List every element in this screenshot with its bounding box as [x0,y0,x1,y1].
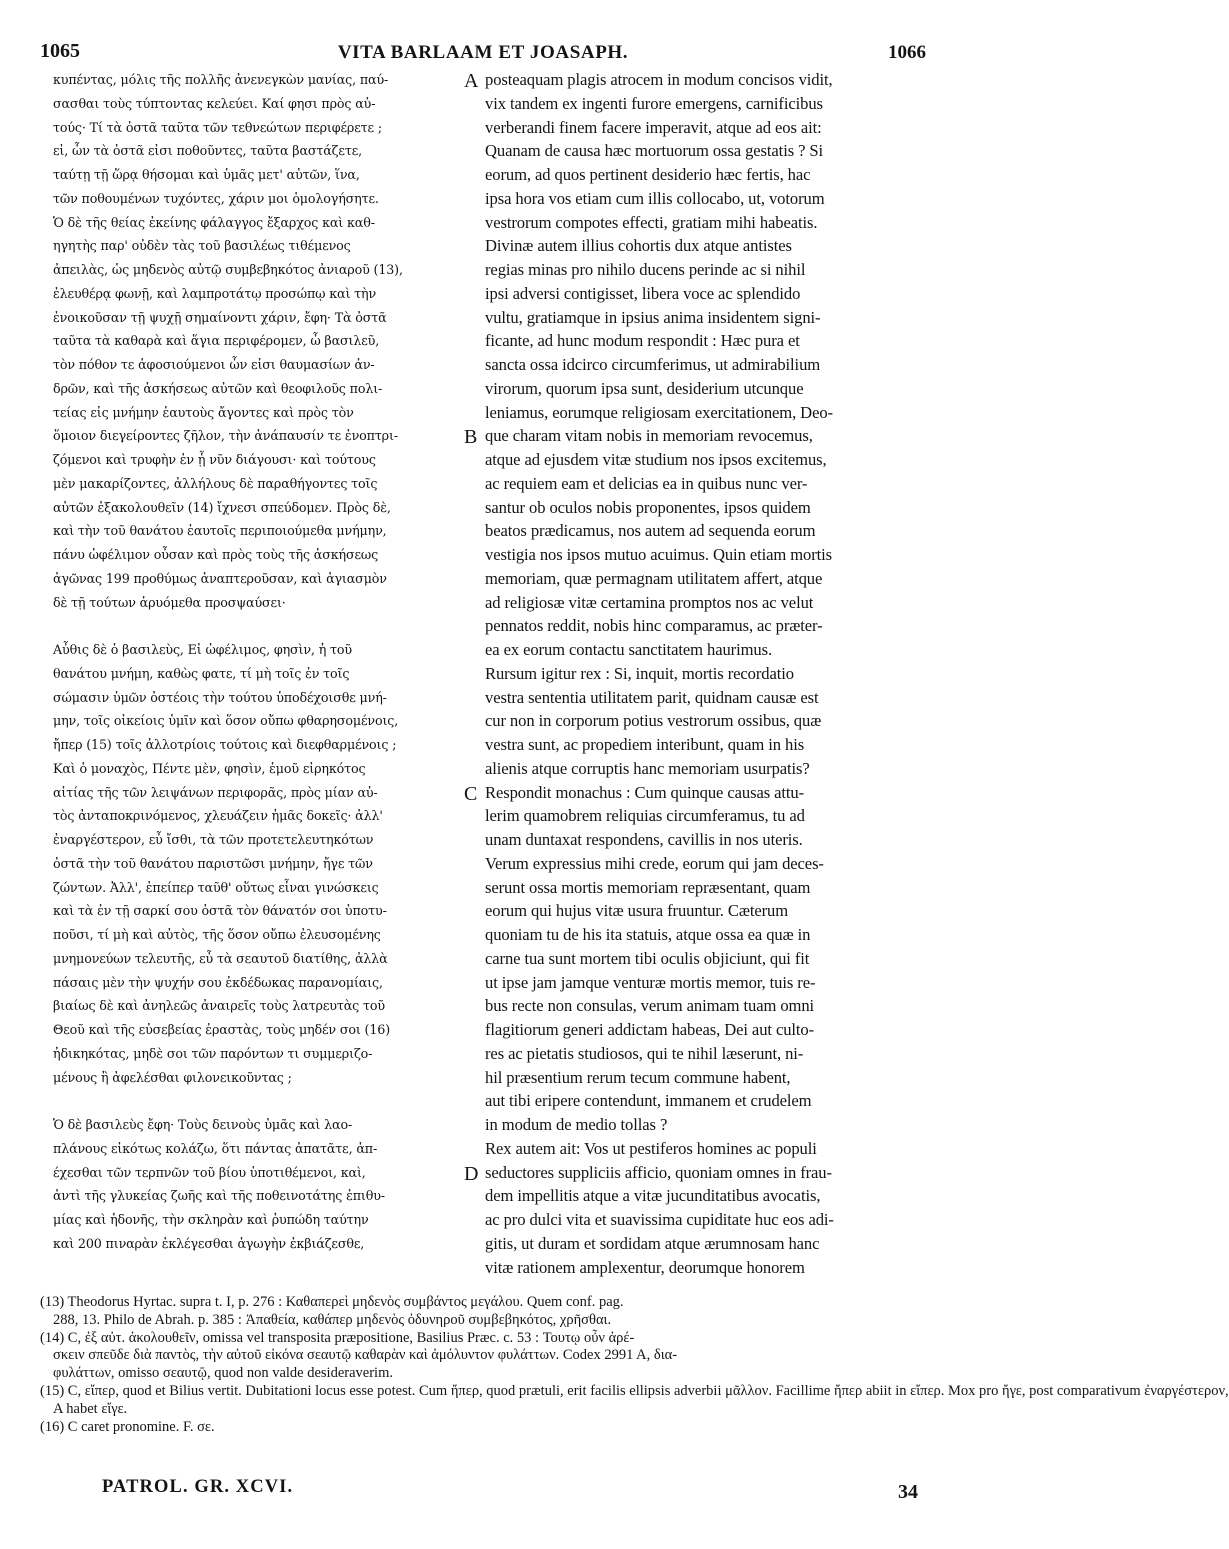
section-marker-c: C [464,783,478,805]
greek-line: Καὶ ὁ μοναχὸς, Πέντε μὲν, φησὶν, ἐμοῦ εἰρηκότος [53,760,366,776]
greek-line: σασθαι τοὺς τύπτοντας κελεύει. Καί φησι πρὸς αὐ- [53,95,376,111]
section-marker-d: D [464,1163,479,1185]
greek-line: μὲν μακαρίζοντες, ἀλλήλους δὲ παραθήγοντες τοῖς [53,475,378,491]
greek-line: ὀστᾶ τὴν τοῦ θανάτου παριστῶσι μνήμην, ἤγε τῶν [53,855,373,871]
latin-line: sancta ossa idcirco circumferimus, ut admirabilium [485,355,821,374]
latin-line: vultu, gratiamque in ipsius anima insidentem signi- [485,307,821,327]
greek-line: ζόμενοι καὶ τρυφὴν ἐν ᾗ νῦν διάγουσι· καὶ τούτους [53,452,376,467]
latin-line: Verum expressius mihi crede, eorum qui jam deces- [485,853,824,873]
latin-line: seductores suppliciis afficio, quoniam omnes in frau- [485,1162,832,1182]
page-number-right: 1066 [888,42,926,63]
latin-line: vix tandem ex ingenti furore emergens, carnificibus [485,93,823,113]
latin-line: ut ipse jam jamque venturæ mortis memor, tuis re- [485,972,816,992]
latin-line: hil præsentium rerum tecum commune habent, [485,1067,791,1087]
greek-line: ποῦσι, τί μὴ καὶ αὐτὸς, τῆς ὅσον οὔπω ἐλευσομένης [53,927,381,942]
latin-line: alienis atque corruptis hanc memoriam usurpatis? [485,758,810,778]
latin-line: posteaquam plagis atrocem in modum concisos vidit, [485,70,833,89]
running-title: VITA BARLAAM ET JOASAPH. [337,42,629,63]
greek-line: μνημονεύων τελευτῆς, εὖ τὰ σεαυτοῦ διατίθης, ἀλλὰ [53,950,388,966]
latin-line: regias minas pro nihilo ducens perinde ac si nihil [485,260,806,279]
latin-line: Divinæ autem illius cohortis dux atque antistes [485,236,792,256]
latin-line: eorum, ad quos pertinent desiderio hæc fertis, hac [485,165,811,184]
latin-column [485,68,921,1279]
greek-line: εἰ, ὧν τὰ ὀστᾶ εἰσι ποθοῦντες, ταῦτα βαστάζετε, [53,143,362,159]
latin-line: dem impellitis atque a vitæ jucunditatibus avocatis, [485,1186,821,1206]
greek-line: πάνυ ὠφέλιμον οὖσαν καὶ πρὸς τοὺς τῆς ἀσκήσεως [53,547,379,562]
greek-column [53,68,453,1256]
latin-line: vestrorum compotes effecti, gratiam mihi habeatis. [485,212,818,232]
latin-line: bus recte non consulas, verum animam tuam omni [485,996,815,1016]
greek-line [53,614,453,638]
latin-line: santur ob oculos nobis proponentes, ipsos quidem [485,497,811,517]
latin-line: pennatos reddit, nobis hinc comparamus, ac præter- [485,616,823,636]
footnote-line: σκειν σπεῦδε διὰ παντὸς, τὴν αὐτοῦ εἰκόνα σεαυτῷ καθαρὰν καὶ ἀμόλυντον φυλάττων. Codex 2991 A, δια- [53,1347,678,1364]
greek-line: ηγητὴς παρ' οὐδὲν τὰς τοῦ βασιλέως τιθέμενος [53,238,351,254]
greek-line: κυπέντας, μόλις τῆς πολλῆς ἀνενεγκὼν μανίας, παύ- [53,72,389,87]
latin-line: ea ex eorum contactu sanctitatem haurimus. [485,640,773,659]
greek-line: ἐνοικοῦσαν τῇ ψυχῇ σημαίνοντι χάριν, ἔφη· Τὰ ὀστᾶ [53,309,387,325]
page-header [40,38,926,68]
greek-line: ταῦτα τὰ καθαρὰ καὶ ἅγια περιφέρομεν, ὦ βασιλεῦ, [53,333,380,349]
latin-line: gitis, ut duram et sordidam atque ærumnosam hanc [485,1233,820,1253]
latin-line: res ac pietatis studiosos, qui te nihil læserunt, ni- [485,1043,804,1063]
greek-line: μην, τοῖς οἰκείοις ὑμῖν καὶ ὅσον οὔπω φθαρησομένοις, [53,713,399,729]
section-marker-b: B [464,426,478,448]
page-footer [40,1475,930,1509]
latin-line: leniamus, eorumque religiosam exercitationem, Deo- [485,402,833,422]
greek-line: μίας καὶ ἡδονῆς, τὴν σκληρὰν καὶ ῥυπώδη ταύτην [53,1212,369,1227]
latin-line: ficante, ad hunc modum respondit : Hæc pura et [485,331,800,351]
greek-line: αὐτῶν ἐξακολουθεῖν (14) ἴχνεσι σπεύδομεν. Πρὸς δὲ, [53,499,391,515]
greek-line: ἠδικηκότας, μηδὲ σοι τῶν παρόντων τι συμμεριζο- [53,1045,373,1061]
volume-reference: PATROL. GR. XCVI. [102,1477,294,1497]
latin-line: virorum, quorum ipsa sunt, desiderium utcunque [485,378,804,398]
section-marker-a: A [464,70,479,92]
greek-line: ἀντὶ τῆς γλυκείας ζωῆς καὶ τῆς ποθεινοτάτης ἐπιθυ- [53,1188,385,1204]
latin-line: flagitiorum generi addictam habeas, Dei aut culto- [485,1020,815,1039]
greek-line: αἰτίας τῆς τῶν λειψάνων περιφορᾶς, πρὸς μίαν αὐ- [53,784,378,800]
latin-line: vitæ rationem amplexentur, deorumque honorem [485,1257,805,1277]
latin-line: memoriam, quæ permagnam utilitatem affert, atque [485,568,823,588]
signature-mark: 34 [898,1481,918,1503]
greek-line: ταύτῃ τῇ ὥρᾳ θήσομαι καὶ ὑμᾶς μετ' αὐτῶν, ἵνα, [53,167,360,182]
latin-line: ac requiem eam et delicias ea in quibus nunc ver- [485,473,808,493]
footnote-line: (14) C, ἐξ αὐτ. ἀκολουθεῖν, omissa vel transposita præpositione, Basilius Præc. c. 53 : Τουτῳ οὖν ἀρέ- [40,1329,635,1346]
greek-line: Ὁ δὲ βασιλεὺς ἔφη· Τοὺς δεινοὺς ὑμᾶς καὶ λαο- [53,1117,353,1132]
greek-line: πλάνους εἰκότως κολάζω, ὅτι πάντας ἀπατᾶτε, ἀπ- [53,1140,378,1156]
latin-line: beatos prædicamus, nos autem ad sequenda eorum [485,521,816,541]
greek-line: βιαίως δὲ καὶ ἀνηλεῶς ἀναιρεῖς τοὺς λατρευτὰς τοῦ [53,998,385,1014]
greek-line: θανάτου μνήμη, καθὼς φατε, τί μὴ τοῖς ἐν τοῖς [53,665,350,681]
footnote-line: φυλάττων, omisso σεαυτῷ, quod non valde desideraverim. [53,1365,393,1382]
footnotes [40,1294,1229,1436]
greek-line: τούς· Τί τὰ ὀστᾶ ταῦτα τῶν τεθνεώτων περιφέρετε ; [53,119,382,135]
latin-line: vestigia nos ipsos mutuo acuimus. Quin etiam mortis [485,545,833,564]
footnote-line: (13) Theodorus Hyrtac. supra t. I, p. 276 : Καθαπερεὶ μηδενὸς συμβάντος μεγάλου. Quem conf. pag. [40,1294,624,1310]
latin-line: ac pro dulci vita et suavissima cupiditate huc eos adi- [485,1210,834,1229]
latin-line: ad religiosæ vitæ certamina promptos nos ac velut [485,592,814,612]
latin-line: aut tibi eripere contendunt, immanem et crudelem [485,1091,812,1111]
latin-line: verberandi finem facere imperavit, atque ad eos ait: [485,117,822,137]
greek-line: ἐναργέστερον, εὖ ἴσθι, τὰ τῶν προτετελευτηκότων [53,832,374,847]
greek-line: Θεοῦ καὶ τῆς εὐσεβείας ἐραστὰς, τοὺς μηδέν σοι (16) [53,1022,391,1037]
greek-line: Ὁ δὲ τῆς θείας ἐκείνης φάλαγγος ἔξαρχος καὶ καθ- [53,214,375,230]
greek-line [53,1089,453,1113]
greek-line: τὸν πόθον τε ἀφοσιούμενοι ὧν εἰσι θαυμασίων ἀν- [53,357,375,372]
footnote-line: (15) C, εἴπερ, quod et Bilius vertit. Dubitationi locus esse potest. Cum ἤπερ, quod prætuli, erit facilis ellipsis adverbii μᾶλλον. Facillime ἤπερ abiit in εἴπερ. Mox pro ἤγε, post comparativum ἐναργέστερον, [40,1382,1229,1399]
latin-line: Quanam de causa hæc mortuorum ossa gestatis ? Si [485,141,824,161]
greek-line: ἤπερ (15) τοῖς ἀλλοτρίοις τούτοις καὶ διεφθαρμένοις ; [53,737,397,752]
page-number-left: 1065 [40,40,80,62]
greek-line: ὅμοιον διεγείροντες ζῆλον, τὴν ἀνάπαυσίν τε ἐνοπτρι- [53,428,398,444]
latin-line: cur non in corporum potius vestrorum ossibus, quæ [485,711,822,731]
greek-line: καὶ τὰ ἐν τῇ σαρκί σου ὀστᾶ τὸν θάνατόν σοι ὑποτυ- [53,903,387,919]
footnote-line: A habet εἴγε. [53,1400,128,1417]
footnote-line: (16) C caret pronomine. F. σε. [40,1418,215,1435]
greek-line: ἐλευθέρᾳ φωνῇ, καὶ λαμπροτάτῳ προσώπῳ καὶ τὴν [53,285,377,301]
greek-line: έχεσθαι τῶν τερπνῶν τοῦ βίου ὑποτιθέμενοι, καὶ, [53,1164,366,1180]
latin-line: lerim quamobrem reliquias circumferamus, tu ad [485,806,805,826]
greek-line: Αὖθις δὲ ὁ βασιλεὺς, Εἰ ὠφέλιμος, φησὶν, ἡ τοῦ [53,642,352,657]
latin-line: Rex autem ait: Vos ut pestiferos homines ac populi [485,1138,817,1158]
latin-line: unam duntaxat respondens, cavillis in nos uteris. [485,830,803,849]
greek-line: ἀγῶνας 199 προθύμως ἀναπτεροῦσαν, καὶ ἁγιασμὸν [53,570,387,586]
latin-line: vestra sententia utilitatem parit, quidnam causæ est [485,687,819,707]
latin-line: eorum qui hujus vitæ usura fruuntur. Cæterum [485,901,789,921]
latin-line: Respondit monachus : Cum quinque causas attu- [485,782,805,802]
greek-line: τῶν ποθουμένων τυχόντες, χάριν μοι ὁμολογήσητε. [53,190,379,206]
latin-line: serunt ossa mortis memoriam repræsentant, quam [485,877,811,897]
greek-line: καὶ τὴν τοῦ θανάτου ἑαυτοῖς περιποιούμεθα μνήμην, [53,523,387,539]
latin-line: Rursum igitur rex : Si, inquit, mortis recordatio [485,663,794,683]
greek-line: ζώντων. Ἀλλ', ἐπείπερ ταῦθ' οὕτως εἶναι γινώσκεις [53,879,379,895]
latin-line: quoniam tu de his ita statuis, atque ossa ea quæ in [485,925,811,944]
greek-line: τὸς ἀνταποκρινόμενος, χλευάζειν ἡμᾶς δοκεῖς· ἀλλ' [53,808,383,824]
greek-line: τείας εἰς μνήμην ἑαυτοὺς ἄγοντες καὶ πρὸς τὸν [53,404,354,420]
greek-line: ἀπειλὰς, ὡς μηδενὸς αὐτῷ συμβεβηκότος ἀνιαροῦ (13), [53,262,403,277]
latin-line: vestra sunt, ac propediem interibunt, quam in his [485,735,805,754]
greek-line: καὶ 200 πιναρὰν ἐκλέγεσθαι ἀγωγὴν ἐκβιάζεσθε, [53,1235,365,1251]
latin-line: in modum de medio tollas ? [485,1115,668,1134]
greek-line: μένους ἢ ἀφελέσθαι φιλονεικοῦντας ; [53,1069,292,1085]
latin-line: ipsi adversi contigisset, libera voce ac splendido [485,283,801,303]
greek-line: πάσαις μὲν τὴν ψυχήν σου ἐκδέδωκας παρανομίαις, [53,974,383,990]
greek-line: δρῶν, καὶ τῆς ἀσκήσεως αὐτῶν καὶ θεοφιλοῦς πολι- [53,380,383,396]
latin-line: que charam vitam nobis in memoriam revocemus, [485,426,813,446]
footnote-line: 288, 13. Philo de Abrah. p. 385 : Ἀπαθεία, καθάπερ μηδενὸς ὀδυνηροῦ συμβεβηκότος, χρῆσθαι. [53,1311,612,1328]
latin-line: atque ad ejusdem vitæ studium nos ipsos excitemus, [485,450,827,469]
greek-line: σώμασιν ὑμῶν ὀστέοις τὴν τούτου ὑποδέχοισθε μνή- [53,689,387,705]
latin-line: carne tua sunt mortem tibi oculis objiciunt, qui fit [485,948,810,968]
latin-line: ipsa hora vos etiam cum illis collocabo, ut, votorum [485,188,825,208]
greek-line: δὲ τῇ τούτων ἀρυόμεθα προσψαύσει· [53,594,286,610]
